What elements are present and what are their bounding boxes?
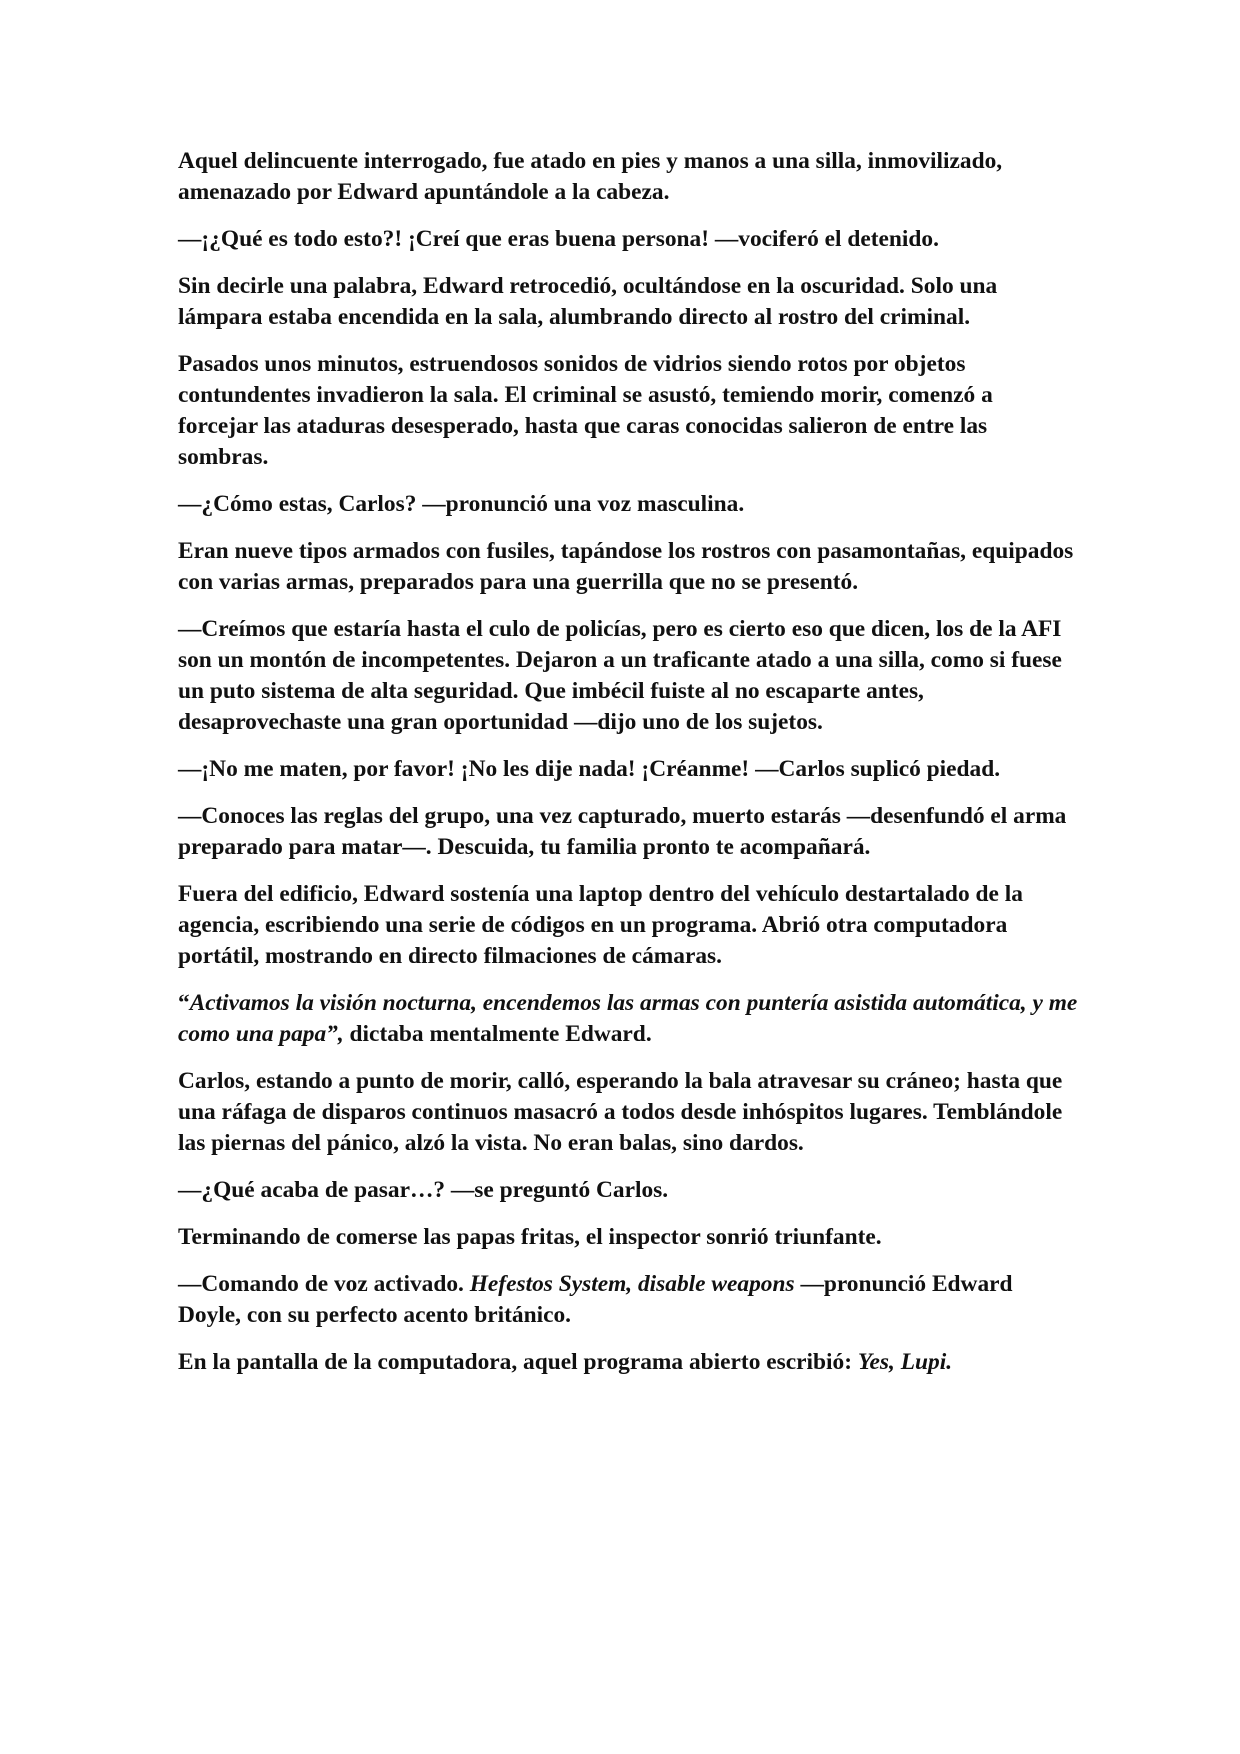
paragraph-p14 bbox=[178, 1222, 1078, 1253]
paragraph-p7 bbox=[178, 614, 1078, 738]
paragraph-p5 bbox=[178, 489, 1078, 520]
paragraph-p2 bbox=[178, 224, 1078, 255]
paragraph-p12 bbox=[178, 1066, 1078, 1159]
italic-text-segment: Hefestos System, disable weapons bbox=[469, 1271, 795, 1297]
paragraph-p13 bbox=[178, 1175, 1078, 1206]
text-segment: Pasados unos minutos, estruendosos sonidos de vidrios siendo rotos por objetos contundentes invadieron la sala. El criminal se asustó, temiendo morir, comenzó a forcejar las ataduras desesperado, hasta que caras conocidas salieron de entre las sombras. bbox=[178, 351, 993, 470]
text-segment: Carlos, estando a punto de morir, calló, esperando la bala atravesar su cráneo; hasta que una ráfaga de disparos continuos masacró a todos desde inhóspitos lugares. Temblándole las piernas del pánico, alzó la vista. No eran balas, sino dardos. bbox=[178, 1068, 1063, 1156]
text-segment: —Creímos que estaría hasta el culo de policías, pero es cierto eso que dicen, los de la AFI son un montón de incompetentes. Dejaron a un traficante atado a una silla, como si fuese un puto sistema de alta seguridad. Que imbécil fuiste al no escaparte antes, desaprovechaste una gran oportunidad —dijo uno de los sujetos. bbox=[178, 616, 1062, 735]
text-segment: Sin decirle una palabra, Edward retrocedió, ocultándose en la oscuridad. Solo una lámpara estaba encendida en la sala, alumbrando directo al rostro del criminal. bbox=[178, 273, 998, 330]
paragraph-p1 bbox=[178, 146, 1078, 208]
text-segment: Fuera del edificio, Edward sostenía una laptop dentro del vehículo destartalado de la agencia, escribiendo una serie de códigos en un programa. Abrió otra computadora portátil, mostrando en directo filmaciones de cámaras. bbox=[178, 881, 1023, 969]
paragraph-p6 bbox=[178, 536, 1078, 598]
text-segment: —¡¿Qué es todo esto?! ¡Creí que eras buena persona! —vociferó el detenido. bbox=[178, 226, 939, 252]
paragraph-p11 bbox=[178, 988, 1078, 1050]
paragraph-p3 bbox=[178, 271, 1078, 333]
text-segment: —¿Cómo estas, Carlos? —pronunció una voz masculina. bbox=[178, 491, 745, 517]
text-segment: Eran nueve tipos armados con fusiles, tapándose los rostros con pasamontañas, equipados con varias armas, preparados para una guerrilla que no se presentó. bbox=[178, 538, 1074, 595]
text-segment: —Conoces las reglas del grupo, una vez capturado, muerto estarás —desenfundó el arma preparado para matar—. Descuida, tu familia pronto te acompañará. bbox=[178, 803, 1067, 860]
text-segment: “ bbox=[178, 990, 190, 1016]
paragraph-p10 bbox=[178, 879, 1078, 972]
text-segment: Terminando de comerse las papas fritas, el inspector sonrió triunfante. bbox=[178, 1224, 882, 1250]
text-segment: —Comando de voz activado. bbox=[178, 1271, 470, 1297]
text-segment: dictaba mentalmente Edward. bbox=[343, 1021, 652, 1047]
paragraph-p4 bbox=[178, 349, 1078, 473]
paragraph-p8 bbox=[178, 754, 1078, 785]
italic-text-segment: Activamos la visión nocturna, encendemos las armas con puntería asistida automática, y me como una papa”, bbox=[178, 990, 1078, 1047]
text-segment: Aquel delincuente interrogado, fue atado en pies y manos a una silla, inmovilizado, amenazado por Edward apuntándole a la cabeza. bbox=[178, 148, 1003, 205]
text-segment: —pronunció Edward Doyle, con su perfecto acento británico. bbox=[178, 1271, 1013, 1328]
paragraph-p15 bbox=[178, 1269, 1078, 1331]
paragraph-p16 bbox=[178, 1347, 1078, 1378]
text-segment: —¡No me maten, por favor! ¡No les dije nada! ¡Créanme! —Carlos suplicó piedad. bbox=[178, 756, 1001, 782]
text-segment: En la pantalla de la computadora, aquel programa abierto escribió: bbox=[178, 1349, 858, 1375]
paragraph-p9 bbox=[178, 801, 1078, 863]
text-segment: —¿Qué acaba de pasar…? —se preguntó Carlos. bbox=[178, 1177, 669, 1203]
document-page bbox=[178, 146, 1078, 1394]
italic-text-segment: Yes, Lupi. bbox=[857, 1349, 953, 1375]
